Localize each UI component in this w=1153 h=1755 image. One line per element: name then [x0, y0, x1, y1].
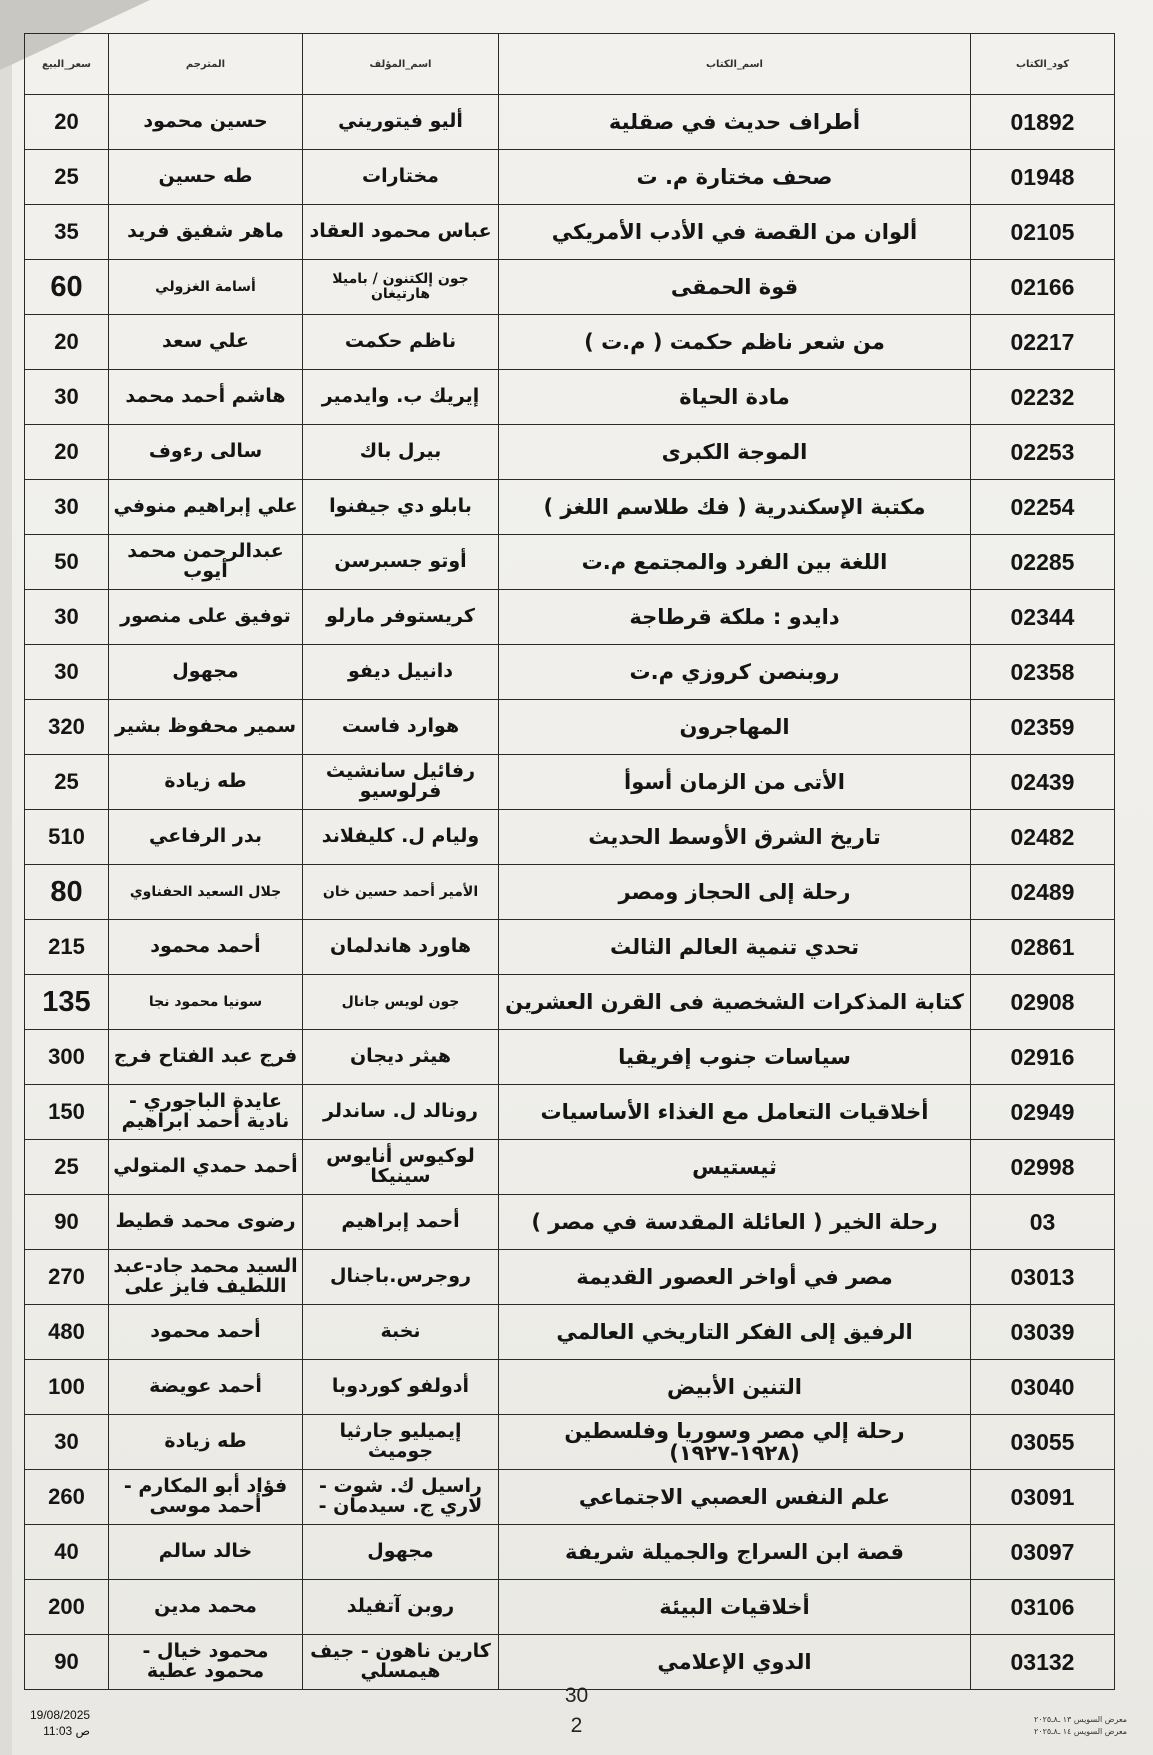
table-row: [25, 95, 1115, 150]
book-code-cell: 02253: [971, 425, 1115, 480]
book-translator-cell: أحمد حمدي المتولي: [109, 1140, 303, 1195]
book-translator-cell: طه زيادة: [109, 755, 303, 810]
book-title-cell: رحلة إلى الحجاز ومصر: [499, 865, 971, 920]
book-code-cell: 02358: [971, 645, 1115, 700]
table-row: [25, 425, 1115, 480]
book-price-cell: 320: [25, 700, 109, 755]
book-translator-cell: توفيق على منصور: [109, 590, 303, 645]
book-price-cell: 200: [25, 1580, 109, 1635]
book-translator-cell: مجهول: [109, 645, 303, 700]
book-code-cell: 03: [971, 1195, 1115, 1250]
book-price-cell: 510: [25, 810, 109, 865]
book-translator-cell: عايدة الباجوري - نادية أحمد ابراهيم: [109, 1085, 303, 1140]
book-title-cell: علم النفس العصبي الاجتماعي: [499, 1470, 971, 1525]
table-row: [25, 975, 1115, 1030]
book-price-cell: 30: [25, 590, 109, 645]
header-price: سعر_البيع: [25, 34, 109, 95]
table-row: [25, 1635, 1115, 1690]
table-row: [25, 1195, 1115, 1250]
table-row: [25, 315, 1115, 370]
table-row: [25, 1470, 1115, 1525]
table-header-row: [25, 34, 1115, 95]
book-translator-cell: فؤاد أبو المكارم - أحمد موسى: [109, 1470, 303, 1525]
book-title-cell: الدوي الإعلامي: [499, 1635, 971, 1690]
book-price-cell: 150: [25, 1085, 109, 1140]
exhibition-stamp: [1034, 1714, 1127, 1738]
book-author-cell: كارين ناهون - جيف هيمسلي: [303, 1635, 499, 1690]
table-row: [25, 1580, 1115, 1635]
book-translator-cell: علي سعد: [109, 315, 303, 370]
book-translator-cell: طه حسين: [109, 150, 303, 205]
book-title-cell: تحدي تنمية العالم الثالث: [499, 920, 971, 975]
book-translator-cell: أحمد محمود: [109, 920, 303, 975]
book-author-cell: نخبة: [303, 1305, 499, 1360]
book-author-cell: رونالد ل. ساندلر: [303, 1085, 499, 1140]
header-code: كود_الكتاب: [971, 34, 1115, 95]
book-translator-cell: سمير محفوظ بشير: [109, 700, 303, 755]
book-price-cell: 30: [25, 1415, 109, 1470]
book-author-cell: راسيل ك. شوت - لاري ج. سيدمان -: [303, 1470, 499, 1525]
book-code-cell: 02105: [971, 205, 1115, 260]
book-title-cell: مكتبة الإسكندرية ( فك طلاسم اللغز ): [499, 480, 971, 535]
books-table: [24, 33, 1115, 1690]
book-author-cell: بابلو دي جيفنوا: [303, 480, 499, 535]
book-price-cell: 135: [25, 975, 109, 1030]
book-price-cell: 50: [25, 535, 109, 590]
book-title-cell: اللغة بين الفرد والمجتمع م.ت: [499, 535, 971, 590]
print-time: ص 11:03: [43, 1723, 91, 1738]
book-title-cell: من شعر ناظم حكمت ( م.ت ): [499, 315, 971, 370]
book-price-cell: 40: [25, 1525, 109, 1580]
book-code-cell: 02489: [971, 865, 1115, 920]
print-timestamp: [30, 1708, 90, 1739]
book-translator-cell: خالد سالم: [109, 1525, 303, 1580]
book-translator-cell: محمود خيال - محمود عطية: [109, 1635, 303, 1690]
table-body: [25, 95, 1115, 1690]
book-title-cell: سياسات جنوب إفريقيا: [499, 1030, 971, 1085]
book-price-cell: 90: [25, 1635, 109, 1690]
book-author-cell: إيريك ب. وايدمير: [303, 370, 499, 425]
book-author-cell: روبن آتفيلد: [303, 1580, 499, 1635]
book-title-cell: أطراف حديث في صقلية: [499, 95, 971, 150]
book-code-cell: 03055: [971, 1415, 1115, 1470]
book-price-cell: 60: [25, 260, 109, 315]
table-row: [25, 1525, 1115, 1580]
book-code-cell: 02916: [971, 1030, 1115, 1085]
table-row: [25, 645, 1115, 700]
book-translator-cell: جلال السعيد الحفناوي: [109, 865, 303, 920]
book-price-cell: 300: [25, 1030, 109, 1085]
book-price-cell: 20: [25, 95, 109, 150]
book-author-cell: أدولفو كوردوبا: [303, 1360, 499, 1415]
book-price-cell: 30: [25, 480, 109, 535]
table-row: [25, 1415, 1115, 1470]
book-translator-cell: طه زيادة: [109, 1415, 303, 1470]
book-code-cell: 02217: [971, 315, 1115, 370]
book-price-cell: 100: [25, 1360, 109, 1415]
book-translator-cell: سونيا محمود نجا: [109, 975, 303, 1030]
book-author-cell: رفائيل سانشيث فرلوسيو: [303, 755, 499, 810]
book-title-cell: مصر في أواخر العصور القديمة: [499, 1250, 971, 1305]
table-row: [25, 480, 1115, 535]
book-author-cell: عباس محمود العقاد: [303, 205, 499, 260]
book-code-cell: 02908: [971, 975, 1115, 1030]
table-row: [25, 205, 1115, 260]
book-author-cell: أليو فيتوريني: [303, 95, 499, 150]
book-price-cell: 270: [25, 1250, 109, 1305]
book-code-cell: 02232: [971, 370, 1115, 425]
book-price-cell: 30: [25, 370, 109, 425]
table-row: [25, 150, 1115, 205]
book-author-cell: هاورد هاندلمان: [303, 920, 499, 975]
book-price-cell: 480: [25, 1305, 109, 1360]
book-author-cell: لوكيوس أنايوس سينيكا: [303, 1140, 499, 1195]
book-author-cell: أحمد إبراهيم: [303, 1195, 499, 1250]
header-translator: المترجم: [109, 34, 303, 95]
book-author-cell: هيثر ديجان: [303, 1030, 499, 1085]
book-translator-cell: علي إبراهيم منوفي: [109, 480, 303, 535]
book-code-cell: 02861: [971, 920, 1115, 975]
book-price-cell: 25: [25, 150, 109, 205]
book-title-cell: قصة ابن السراج والجميلة شريفة: [499, 1525, 971, 1580]
book-code-cell: 03132: [971, 1635, 1115, 1690]
book-title-cell: أخلاقيات البيئة: [499, 1580, 971, 1635]
book-author-cell: إيميليو جارثيا جوميث: [303, 1415, 499, 1470]
book-translator-cell: أسامة الغزولي: [109, 260, 303, 315]
book-title-cell: أخلاقيات التعامل مع الغذاء الأساسيات: [499, 1085, 971, 1140]
book-price-cell: 25: [25, 755, 109, 810]
book-author-cell: وليام ل. كليفلاند: [303, 810, 499, 865]
book-code-cell: 03039: [971, 1305, 1115, 1360]
book-translator-cell: هاشم أحمد محمد: [109, 370, 303, 425]
table-row: [25, 590, 1115, 645]
book-translator-cell: محمد مدين: [109, 1580, 303, 1635]
book-author-cell: مجهول: [303, 1525, 499, 1580]
book-author-cell: جون إلكتنون / باميلا هارتيغان: [303, 260, 499, 315]
table-row: [25, 865, 1115, 920]
book-title-cell: تاريخ الشرق الأوسط الحديث: [499, 810, 971, 865]
book-code-cell: 01948: [971, 150, 1115, 205]
page-number-secondary: 2: [570, 1714, 583, 1737]
book-title-cell: ألوان من القصة في الأدب الأمريكي: [499, 205, 971, 260]
table-row: [25, 755, 1115, 810]
book-price-cell: 35: [25, 205, 109, 260]
book-code-cell: 03013: [971, 1250, 1115, 1305]
book-price-cell: 25: [25, 1140, 109, 1195]
book-code-cell: 02166: [971, 260, 1115, 315]
book-price-cell: 215: [25, 920, 109, 975]
table-row: [25, 1305, 1115, 1360]
book-translator-cell: ماهر شفيق فريد: [109, 205, 303, 260]
book-code-cell: 02998: [971, 1140, 1115, 1195]
book-code-cell: 02482: [971, 810, 1115, 865]
book-translator-cell: سالى رءوف: [109, 425, 303, 480]
table-row: [25, 1085, 1115, 1140]
book-code-cell: 03106: [971, 1580, 1115, 1635]
print-date: 19/08/2025: [30, 1708, 91, 1722]
table-row: [25, 920, 1115, 975]
book-code-cell: 02439: [971, 755, 1115, 810]
table-row: [25, 370, 1115, 425]
book-translator-cell: أحمد محمود: [109, 1305, 303, 1360]
book-author-cell: مختارات: [303, 150, 499, 205]
header-title: اسم_الكتاب: [499, 34, 971, 95]
book-code-cell: 03091: [971, 1470, 1115, 1525]
book-code-cell: 02344: [971, 590, 1115, 645]
book-title-cell: ثيستيس: [499, 1140, 971, 1195]
book-translator-cell: فرج عبد الفتاح فرج: [109, 1030, 303, 1085]
book-title-cell: الرفيق إلى الفكر التاريخي العالمي: [499, 1305, 971, 1360]
book-price-cell: 80: [25, 865, 109, 920]
book-author-cell: بيرل باك: [303, 425, 499, 480]
book-author-cell: الأمير أحمد حسين خان: [303, 865, 499, 920]
book-code-cell: 03040: [971, 1360, 1115, 1415]
book-title-cell: مادة الحياة: [499, 370, 971, 425]
book-translator-cell: السيد محمد جاد-عبد اللطيف فايز على: [109, 1250, 303, 1305]
book-title-cell: الأتى من الزمان أسوأ: [499, 755, 971, 810]
table-row: [25, 810, 1115, 865]
book-translator-cell: رضوى محمد قطيط: [109, 1195, 303, 1250]
book-title-cell: دايدو : ملكة قرطاجة: [499, 590, 971, 645]
book-author-cell: جون لويس جانال: [303, 975, 499, 1030]
book-author-cell: كريستوفر مارلو: [303, 590, 499, 645]
table-row: [25, 1360, 1115, 1415]
page-number-primary: 30: [564, 1684, 589, 1707]
table-row: [25, 1030, 1115, 1085]
book-title-cell: قوة الحمقى: [499, 260, 971, 315]
book-author-cell: روجرس.باجنال: [303, 1250, 499, 1305]
table-row: [25, 1140, 1115, 1195]
book-author-cell: ناظم حكمت: [303, 315, 499, 370]
stamp-line-2: معرض السويس ١٤ ـ٨ـ٢٠٢٥: [1034, 1727, 1127, 1736]
book-title-cell: التنين الأبيض: [499, 1360, 971, 1415]
table-row: [25, 1250, 1115, 1305]
book-code-cell: 02359: [971, 700, 1115, 755]
book-code-cell: 02949: [971, 1085, 1115, 1140]
book-price-cell: 20: [25, 425, 109, 480]
book-title-cell: الموجة الكبرى: [499, 425, 971, 480]
book-code-cell: 02285: [971, 535, 1115, 590]
stamp-line-1: معرض السويس ١٣ ـ٨ـ٢٠٢٥: [1034, 1715, 1127, 1724]
book-translator-cell: بدر الرفاعي: [109, 810, 303, 865]
book-author-cell: دانييل ديفو: [303, 645, 499, 700]
book-code-cell: 03097: [971, 1525, 1115, 1580]
table-row: [25, 535, 1115, 590]
book-title-cell: روبنصن كروزي م.ت: [499, 645, 971, 700]
header-author: اسم_المؤلف: [303, 34, 499, 95]
table-row: [25, 700, 1115, 755]
book-translator-cell: حسين محمود: [109, 95, 303, 150]
book-price-cell: 260: [25, 1470, 109, 1525]
table-row: [25, 260, 1115, 315]
book-code-cell: 02254: [971, 480, 1115, 535]
book-code-cell: 01892: [971, 95, 1115, 150]
book-price-cell: 30: [25, 645, 109, 700]
book-author-cell: أوتو جسبرسن: [303, 535, 499, 590]
book-title-cell: صحف مختارة م. ت: [499, 150, 971, 205]
book-title-cell: رحلة إلي مصر وسوريا وفلسطين (١٩٢٨-١٩٢٧): [499, 1415, 971, 1470]
book-title-cell: رحلة الخير ( العائلة المقدسة في مصر ): [499, 1195, 971, 1250]
book-price-cell: 20: [25, 315, 109, 370]
book-author-cell: هوارد فاست: [303, 700, 499, 755]
book-price-cell: 90: [25, 1195, 109, 1250]
book-title-cell: كتابة المذكرات الشخصية فى القرن العشرين: [499, 975, 971, 1030]
book-title-cell: المهاجرون: [499, 700, 971, 755]
book-translator-cell: عبدالرحمن محمد أيوب: [109, 535, 303, 590]
book-translator-cell: أحمد عويضة: [109, 1360, 303, 1415]
